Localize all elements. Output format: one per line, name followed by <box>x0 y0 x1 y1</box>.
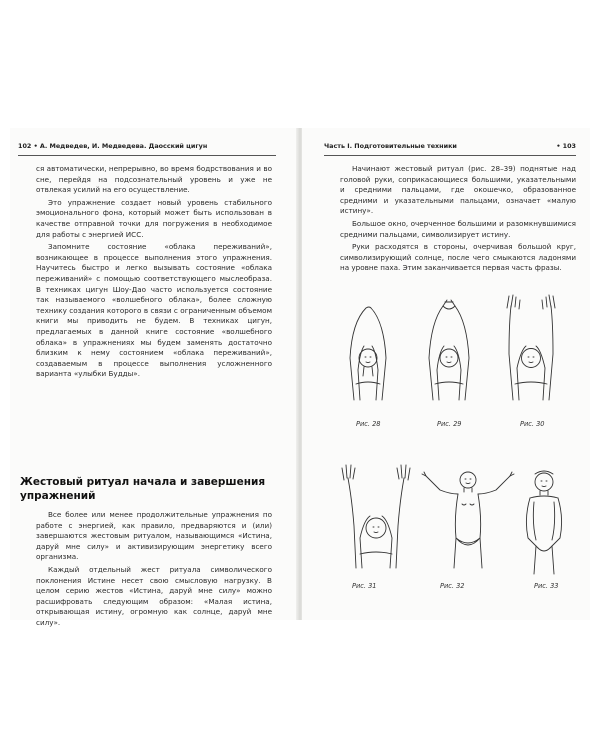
figure-caption: Рис. 29 <box>437 420 462 428</box>
right-header-title: Часть I. Подготовительные техники <box>324 142 457 150</box>
left-page-header: 102 • А. Медведев, И. Медведева. Даосский цигун <box>18 142 208 150</box>
right-page-number: • 103 <box>556 142 576 150</box>
figure-arms-raised-joined-icon <box>338 300 398 412</box>
paragraph: Большое окно, очерченное большими и разомкнувшимися средними пальцами, символизирует истину. <box>340 218 576 239</box>
paragraph: Каждый отдельный жест ритуала символического поклонения Истине несет свою смысловую нагрузку. В целом серию жестов «Истина, даруй мне силу» можно расшифровать следующим образом: «Малая истина, открывающая истину, огромную как солнце, даруй мне силу». <box>36 564 272 627</box>
figure-arms-raised-window-icon <box>419 296 479 412</box>
paragraph: Начинают жестовый ритуал (рис. 28–39) поднятые над головой руки, соприкасающиеся большими, указательными и средними пальцами, где окошечко, образованное средними и указательными пальцами, означает «малую истину». <box>340 164 576 216</box>
figure-caption: Рис. 28 <box>356 420 381 428</box>
paragraph: Все более или менее продолжительные упражнения по работе с энергией, как правило, предваряются и (или) завершаются жестовым ритуалом, называющимся «Истина, даруй мне силу» и активизирующим энергетику всего организма. <box>36 510 272 562</box>
right-page <box>302 128 590 620</box>
book-spread <box>10 128 590 627</box>
left-header-rule <box>18 155 276 156</box>
figure-caption: Рис. 32 <box>440 582 465 590</box>
left-body-top <box>36 164 272 382</box>
left-page <box>10 128 298 627</box>
paragraph: Это упражнение создает новый уровень стабильного эмоционального фона, который может быть использован в качестве отправной точки для погружения в необходимое для работы с энергией ИСС. <box>36 197 272 239</box>
right-page-header <box>324 142 576 150</box>
figure-caption: Рис. 30 <box>520 420 545 428</box>
figure-hands-at-groin-icon <box>512 468 576 580</box>
figure-caption: Рис. 33 <box>534 582 559 590</box>
figure-arms-outstretched-icon <box>418 468 518 572</box>
figure-arms-raised-open-palms-icon <box>499 294 563 412</box>
figure-caption: Рис. 31 <box>352 582 377 590</box>
left-body-bottom <box>36 510 272 631</box>
right-body <box>340 164 576 276</box>
right-header-rule <box>324 155 576 156</box>
section-title: Жестовый ритуал начала и завершения упражнений <box>20 476 266 502</box>
paragraph: ся автоматически, непрерывно, во время бодрствования и во сне, перейдя на подсознательный уровень и уже не отвлекая усилий на его осуществление. <box>36 164 272 195</box>
paragraph: Запомните состояние «облака переживаний», возникающее в процессе выполнения этого упражнения. Научитесь быстро и легко вызывать состояние «облака переживаний» с помощью соответствующего мыслеобраза. В техниках цигун Шоу-Дао часто используется состояние так называемого «волшебного облака», более сложную технику создания которого в связи с ограниченным объемом книги мы приводить не будем. В техниках цигун, предлагаемых в данной книге состояние «волшебного облака» в упражнениях мы будем заменять достаточно близким к нему состоянием «облака переживаний», создаваемым в процессе выполнения усложненного варианта «улыбки Будды». <box>36 242 272 379</box>
paragraph: Руки расходятся в стороны, очерчивая большой круг, символизирующий солнце, после чего смыкаются ладонями на уровне паха. Этим заканчивается первая часть фразы. <box>340 242 576 273</box>
figure-arms-raised-spread-icon <box>338 460 414 576</box>
